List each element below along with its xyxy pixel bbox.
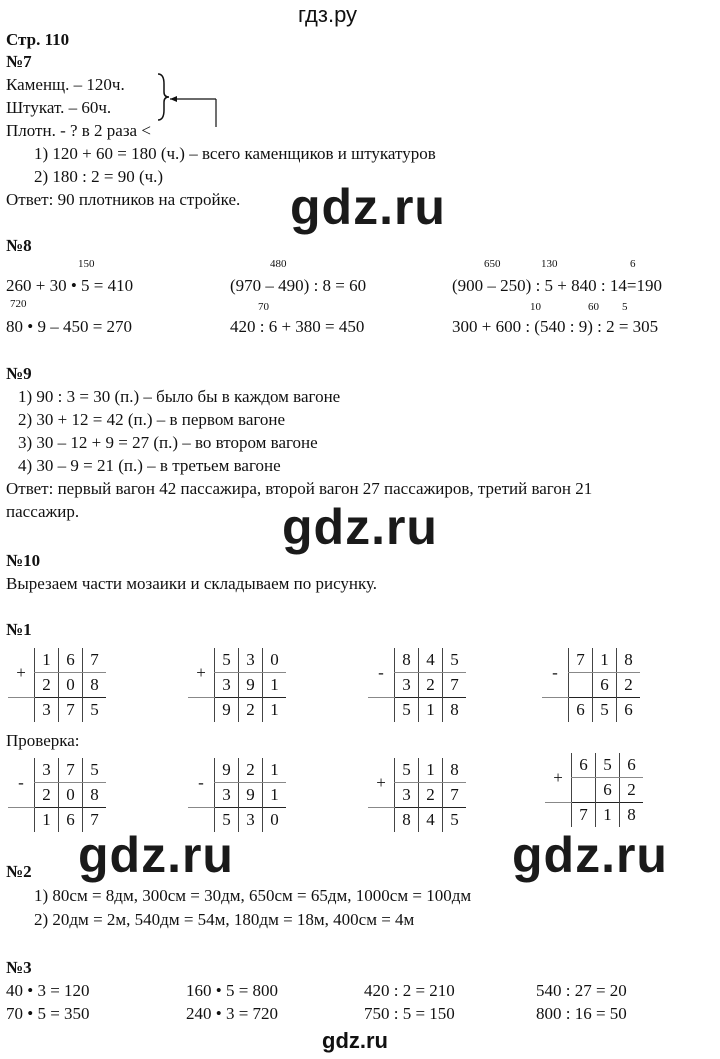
digit-cell: 5: [215, 808, 239, 833]
watermark: gdz.ru: [290, 179, 446, 235]
digit-cell: 2: [617, 673, 641, 698]
watermark: gdz.ru: [282, 499, 438, 555]
digit-cell: 5: [593, 698, 617, 723]
digit-cell: 8: [83, 783, 107, 808]
digit-cell: 8: [443, 758, 467, 783]
digit-cell: 5: [443, 648, 467, 673]
digit-cell: 1: [593, 648, 617, 673]
column-calculation: [8, 758, 106, 832]
task-10-title: №10: [6, 551, 41, 570]
digit-cell: 1: [596, 803, 620, 828]
digit-cell: 2: [239, 758, 263, 783]
digit-cell: 4: [419, 648, 443, 673]
digit-cell: 2: [419, 783, 443, 808]
order-mark: 70: [258, 301, 269, 313]
digit-cell: 3: [239, 808, 263, 833]
task-7-line: Каменщ. – 120ч.: [6, 75, 125, 94]
digit-cell: 0: [59, 673, 83, 698]
digit-cell: 6: [593, 673, 617, 698]
digit-cell: 9: [215, 758, 239, 783]
task-7-line: Плотн. - ? в 2 раза <: [6, 121, 151, 140]
task-9-step: 4) 30 – 9 = 21 (п.) – в третьем вагоне: [18, 456, 281, 475]
operation-sign: -: [188, 758, 215, 808]
task-1-title: №1: [6, 620, 32, 639]
column-calculation: [188, 758, 286, 832]
task-9-title: №9: [6, 364, 32, 383]
task-9-step: 2) 30 + 12 = 42 (п.) – в первом вагоне: [18, 410, 286, 429]
digit-cell: 1: [263, 673, 287, 698]
digit-cell: 5: [83, 698, 107, 723]
expression: 70 • 5 = 350: [6, 1004, 90, 1023]
operation-sign: -: [8, 758, 35, 808]
task-8-title: №8: [6, 236, 32, 255]
order-mark: 6: [630, 258, 636, 270]
column-calculation: [368, 758, 466, 832]
operation-sign: +: [545, 753, 572, 803]
operation-sign: -: [542, 648, 569, 698]
digit-cell: [569, 673, 593, 698]
digit-cell: 5: [83, 758, 107, 783]
digit-cell: 7: [59, 698, 83, 723]
operation-blank: [188, 698, 215, 723]
digit-cell: 8: [395, 648, 419, 673]
digit-cell: 6: [617, 698, 641, 723]
expression: (970 – 490) : 8 = 60: [230, 276, 367, 295]
operation-sign: +: [8, 648, 35, 698]
digit-cell: 7: [83, 808, 107, 833]
digit-cell: 1: [35, 808, 59, 833]
digit-cell: 1: [263, 783, 287, 808]
expression: 750 : 5 = 150: [364, 1004, 455, 1023]
brace-arrow-icon: [150, 72, 220, 132]
digit-cell: 3: [395, 783, 419, 808]
site-header: гдз.ру: [298, 2, 358, 27]
watermark: gdz.ru: [512, 827, 668, 883]
digit-cell: 9: [215, 698, 239, 723]
expression: 40 • 3 = 120: [6, 981, 90, 1000]
digit-cell: 5: [395, 758, 419, 783]
digit-cell: 2: [35, 673, 59, 698]
order-mark: 10: [530, 301, 541, 313]
task-7-line: Штукат. – 60ч.: [6, 98, 112, 117]
order-mark: 720: [10, 298, 27, 310]
digit-cell: 7: [443, 673, 467, 698]
task-9-answer: пассажир.: [6, 502, 80, 521]
digit-cell: 5: [596, 753, 620, 778]
digit-cell: 0: [263, 808, 287, 833]
order-mark: 130: [541, 258, 558, 270]
digit-cell: 9: [239, 673, 263, 698]
operation-sign: -: [368, 648, 395, 698]
expression: 300 + 600 : (540 : 9) : 2 = 305: [452, 317, 659, 336]
digit-cell: 8: [443, 698, 467, 723]
digit-cell: 1: [419, 758, 443, 783]
digit-cell: 8: [620, 803, 644, 828]
operation-blank: [545, 803, 572, 828]
operation-blank: [542, 698, 569, 723]
digit-cell: 6: [620, 753, 644, 778]
task-2-title: №2: [6, 862, 32, 881]
digit-cell: 8: [83, 673, 107, 698]
digit-cell: 3: [239, 648, 263, 673]
expression: (900 – 250) : 5 + 840 : 14=190: [452, 276, 662, 295]
operation-sign: +: [188, 648, 215, 698]
column-calculation: [8, 648, 106, 722]
digit-cell: 2: [419, 673, 443, 698]
digit-cell: 6: [59, 648, 83, 673]
digit-cell: 6: [569, 698, 593, 723]
task-7-answer: Ответ: 90 плотников на стройке.: [6, 190, 241, 209]
task-7-step: 1) 120 + 60 = 180 (ч.) – всего каменщиков и штукатуров: [34, 144, 436, 163]
order-mark: 150: [78, 258, 95, 270]
digit-cell: 3: [395, 673, 419, 698]
order-mark: 60: [588, 301, 599, 313]
digit-cell: 7: [59, 758, 83, 783]
digit-cell: 6: [572, 753, 596, 778]
digit-cell: [572, 778, 596, 803]
digit-cell: 3: [35, 758, 59, 783]
digit-cell: 8: [395, 808, 419, 833]
digit-cell: 1: [263, 698, 287, 723]
digit-cell: 5: [215, 648, 239, 673]
expression: 540 : 27 = 20: [536, 981, 627, 1000]
column-calculation: [545, 753, 643, 827]
operation-sign: +: [368, 758, 395, 808]
digit-cell: 5: [443, 808, 467, 833]
operation-blank: [368, 808, 395, 833]
digit-cell: 3: [215, 673, 239, 698]
task-9-step: 1) 90 : 3 = 30 (п.) – было бы в каждом вагоне: [18, 387, 341, 406]
digit-cell: 3: [35, 698, 59, 723]
expression: 240 • 3 = 720: [186, 1004, 279, 1023]
expression: 160 • 5 = 800: [186, 981, 279, 1000]
digit-cell: 7: [83, 648, 107, 673]
expression: 420 : 2 = 210: [364, 981, 455, 1000]
column-calculation: [188, 648, 286, 722]
digit-cell: 1: [35, 648, 59, 673]
column-calculation: [368, 648, 466, 722]
order-mark: 480: [270, 258, 287, 270]
task-2-line: 2) 20дм = 2м, 540дм = 54м, 180дм = 18м, 400см = 4м: [34, 910, 415, 929]
task-7-step: 2) 180 : 2 = 90 (ч.): [34, 167, 164, 186]
operation-blank: [368, 698, 395, 723]
task-3-title: №3: [6, 958, 32, 977]
page-label: Стр. 110: [6, 30, 70, 49]
order-mark: 5: [622, 301, 628, 313]
digit-cell: 1: [263, 758, 287, 783]
expression: 420 : 6 + 380 = 450: [230, 317, 365, 336]
task-9-answer: Ответ: первый вагон 42 пассажира, второй вагон 27 пассажиров, третий вагон 21: [6, 479, 593, 498]
operation-blank: [8, 808, 35, 833]
digit-cell: 3: [215, 783, 239, 808]
digit-cell: 2: [239, 698, 263, 723]
operation-blank: [8, 698, 35, 723]
column-calculation: [542, 648, 640, 722]
digit-cell: 6: [596, 778, 620, 803]
digit-cell: 5: [395, 698, 419, 723]
digit-cell: 7: [572, 803, 596, 828]
order-mark: 650: [484, 258, 501, 270]
expression: 80 • 9 – 450 = 270: [6, 317, 133, 336]
digit-cell: 2: [35, 783, 59, 808]
digit-cell: 0: [263, 648, 287, 673]
digit-cell: 9: [239, 783, 263, 808]
expression: 260 + 30 • 5 = 410: [6, 276, 134, 295]
footer-site: gdz.ru: [322, 1028, 388, 1053]
expression: 800 : 16 = 50: [536, 1004, 627, 1023]
digit-cell: 7: [569, 648, 593, 673]
digit-cell: 6: [59, 808, 83, 833]
digit-cell: 0: [59, 783, 83, 808]
task-7-title: №7: [6, 52, 32, 71]
digit-cell: 4: [419, 808, 443, 833]
digit-cell: 8: [617, 648, 641, 673]
task-2-line: 1) 80см = 8дм, 300см = 30дм, 650см = 65дм, 1000см = 100дм: [34, 886, 472, 905]
digit-cell: 1: [419, 698, 443, 723]
check-label: Проверка:: [6, 731, 80, 750]
task-9-step: 3) 30 – 12 + 9 = 27 (п.) – во втором вагоне: [18, 433, 318, 452]
digit-cell: 2: [620, 778, 644, 803]
task-10-text: Вырезаем части мозаики и складываем по рисунку.: [6, 574, 378, 593]
watermark: gdz.ru: [78, 827, 234, 883]
digit-cell: 7: [443, 783, 467, 808]
